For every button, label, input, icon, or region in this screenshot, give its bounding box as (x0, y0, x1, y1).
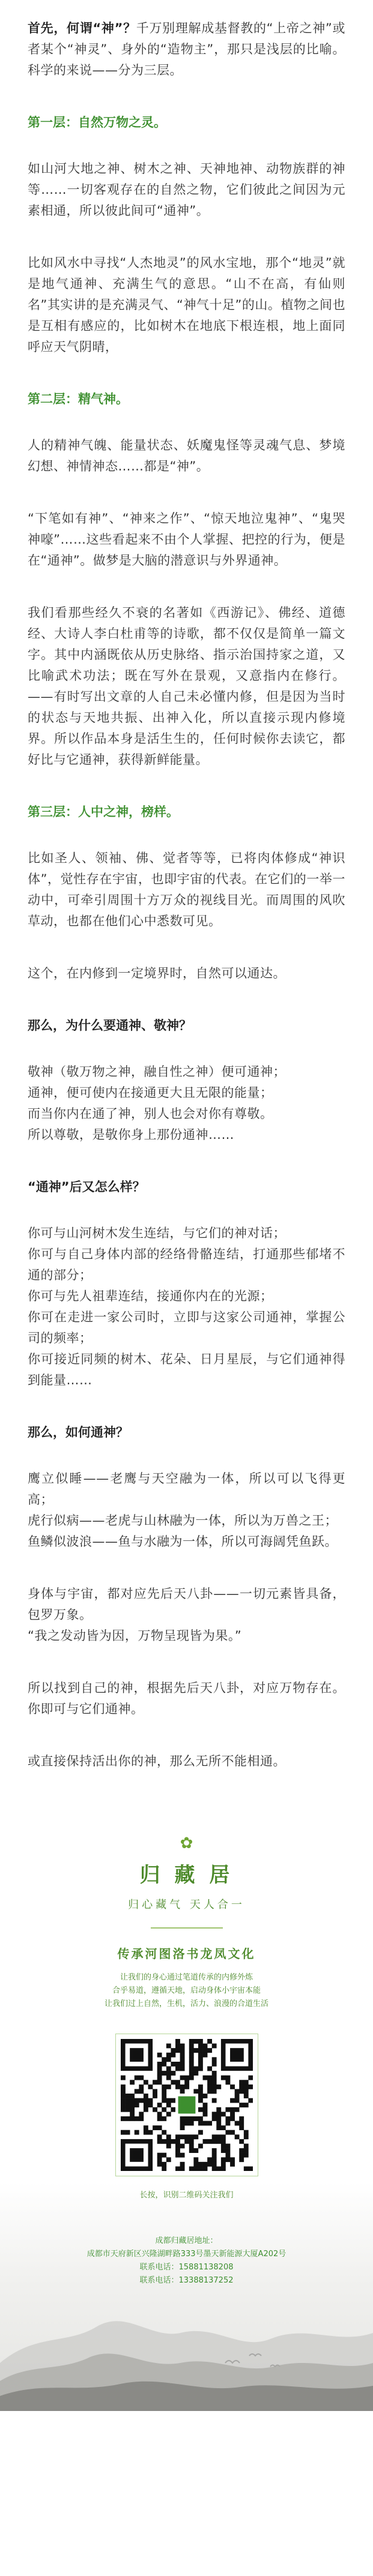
layer2-paragraph-1: 人的精神气魄、能量状态、妖魔鬼怪等灵魂气息、梦境幻想、神情神态……都是“神”。 (28, 438, 345, 473)
footer-description (0, 1971, 373, 2011)
qr-code[interactable] (115, 2034, 258, 2176)
question-how: 那么，如何通神？ (28, 1425, 129, 1440)
contact-line: 联系电话：15881138208 (139, 2263, 234, 2272)
mountains-landscape-icon (0, 2291, 373, 2411)
footer-desc-line: 让我们的身心通过笔道传承的内修外炼 (120, 1973, 253, 1982)
qr-code-icon (121, 2039, 253, 2171)
layer3-title: 第三层：人中之神，榜样。 (28, 805, 179, 819)
question-why: 那么，为什么要通神、敬神？ (28, 1018, 192, 1033)
how-paragraph-2: 所以找到自己的神，根据先后天八卦，对应万物存在。你即可与它们通神。 (28, 1681, 345, 1716)
layer1-title: 第一层：自然万物之灵。 (28, 115, 166, 130)
contact-line: 联系电话：13388137252 (139, 2276, 234, 2285)
how-paragraph-1: 身体与宇宙，都对应先后天八卦——一切元素皆具备，包罗万象。 “我之发动皆为因，万物呈现皆为果。” (28, 1587, 345, 1643)
intro-lead: 首先，何谓“神”？ (28, 21, 136, 35)
contact-block (0, 2235, 373, 2287)
flower-icon: ✿ (180, 1834, 193, 1852)
answer-why: 敬神（敬万物之神，融自性之神）便可通神； 通神，便可使内在接通更大且无限的能量； 而当你内在通了神，别人也会对你有尊敬。 所以尊敬，是敬你身上那份通神…… (28, 1064, 286, 1142)
qr-caption: 长按，识别二维码关注我们 (139, 2191, 234, 2200)
layer2-title: 第二层：精气神。 (28, 392, 129, 406)
intro-text: 千万别理解成基督教的“上帝之神”或者某个“神灵”、身外的“造物主”，那只是浅层的比喻。科学的来说——分为三层。 (28, 21, 345, 77)
answer-after: 你可与山河树木发生连结，与它们的神对话； 你可与自己身体内部的经络骨骼连结，打通那些郁堵不通的部分； 你可与先人祖辈连结，接通你内在的光源； 你可在走进一家公司时，立即与这家公司通神，掌握公司的频率； 你可接近同频的树木、花朵、日月星辰，与它们通神得到能量…… (28, 1226, 345, 1387)
contact-line: 成都归藏居地址： (155, 2236, 218, 2245)
layer3-paragraph-1: 比如圣人、领袖、佛、觉者等等，已将肉体修成“神识体”，觉性存在宇宙，也即宇宙的代表。在它们的一举一动中，可牵引周围十方万众的视线目光。而周围的风吹草动，也都在他们心中悉数可见。 (28, 851, 345, 928)
contact-line: 成都市天府新区兴隆湖畔路333号墨天新能源大厦A202号 (86, 2250, 287, 2259)
footer-headline: 传承河图洛书龙凤文化 (117, 1947, 256, 1961)
layer2-paragraph-2: “下笔如有神”、“神来之作”、“惊天地泣鬼神”、“鬼哭神嚎”……这些看起来不由个人掌握、把控的行为，便是在“通神”。做梦是大脑的潜意识与外界通神。 (28, 511, 345, 568)
layer3-paragraph-2: 这个，在内修到一定境界时，自然可以通达。 (28, 966, 286, 980)
brand-name: 归 藏 居 (139, 1863, 234, 1887)
question-after: “通神”后又怎么样？ (28, 1180, 145, 1194)
footer-divider (151, 1927, 223, 1929)
footer-desc-line: 合乎易道，遵循天地，启动身体小宇宙本能 (112, 1986, 261, 1995)
layer1-paragraph-1: 如山河大地之神、树木之神、天神地神、动物族群的神等……一切客观存在的自然之物，它们彼此之间因为元素相通，所以彼此间可“通神”。 (28, 161, 345, 218)
layer1-paragraph-2: 比如风水中寻找“人杰地灵”的风水宝地，那个“地灵”就是地气通神、充满生气的意思。“山不在高，有仙则名”其实讲的是充满灵气、“神气十足”的山。植物之间也是互相有感应的，比如树木在地底下根连根，地上面同呼应天气阴晴， (28, 256, 345, 354)
answer-how: 鹰立似睡——老鹰与天空融为一体，所以可以飞得更高； 虎行似病——老虎与山林融为一体，所以为万兽之王； 鱼鳞似波浪——鱼与水融为一体，所以可海阔凭鱼跃。 (28, 1471, 345, 1549)
footer-card (0, 1808, 373, 2411)
intro-paragraph (28, 18, 345, 81)
how-paragraph-3: 或直接保持活出你的神，那么无所不能相通。 (28, 1754, 286, 1768)
layer2-paragraph-3: 我们看那些经久不衰的名著如《西游记》、佛经、道德经、大诗人李白杜甫等的诗歌，都不仅仅是简单一篇文字。其中内涵既依从历史脉络、指示治国持家之道，又比喻武术功法；既在写外在景观，又意指内在修行。——有时写出文章的人自己未必懂内修，但是因为当时的状态与天地共振、出神入化，所以直接示现内修境界。所以作品本身是活生生的，任何时候你去读它，都好比与它通神，获得新鲜能量。 (28, 605, 345, 767)
footer-desc-line: 让我们过上自然，生机，活力、浪漫的合道生活 (104, 1999, 268, 2008)
brand-slogan: 归心藏气 天人合一 (128, 1899, 245, 1911)
